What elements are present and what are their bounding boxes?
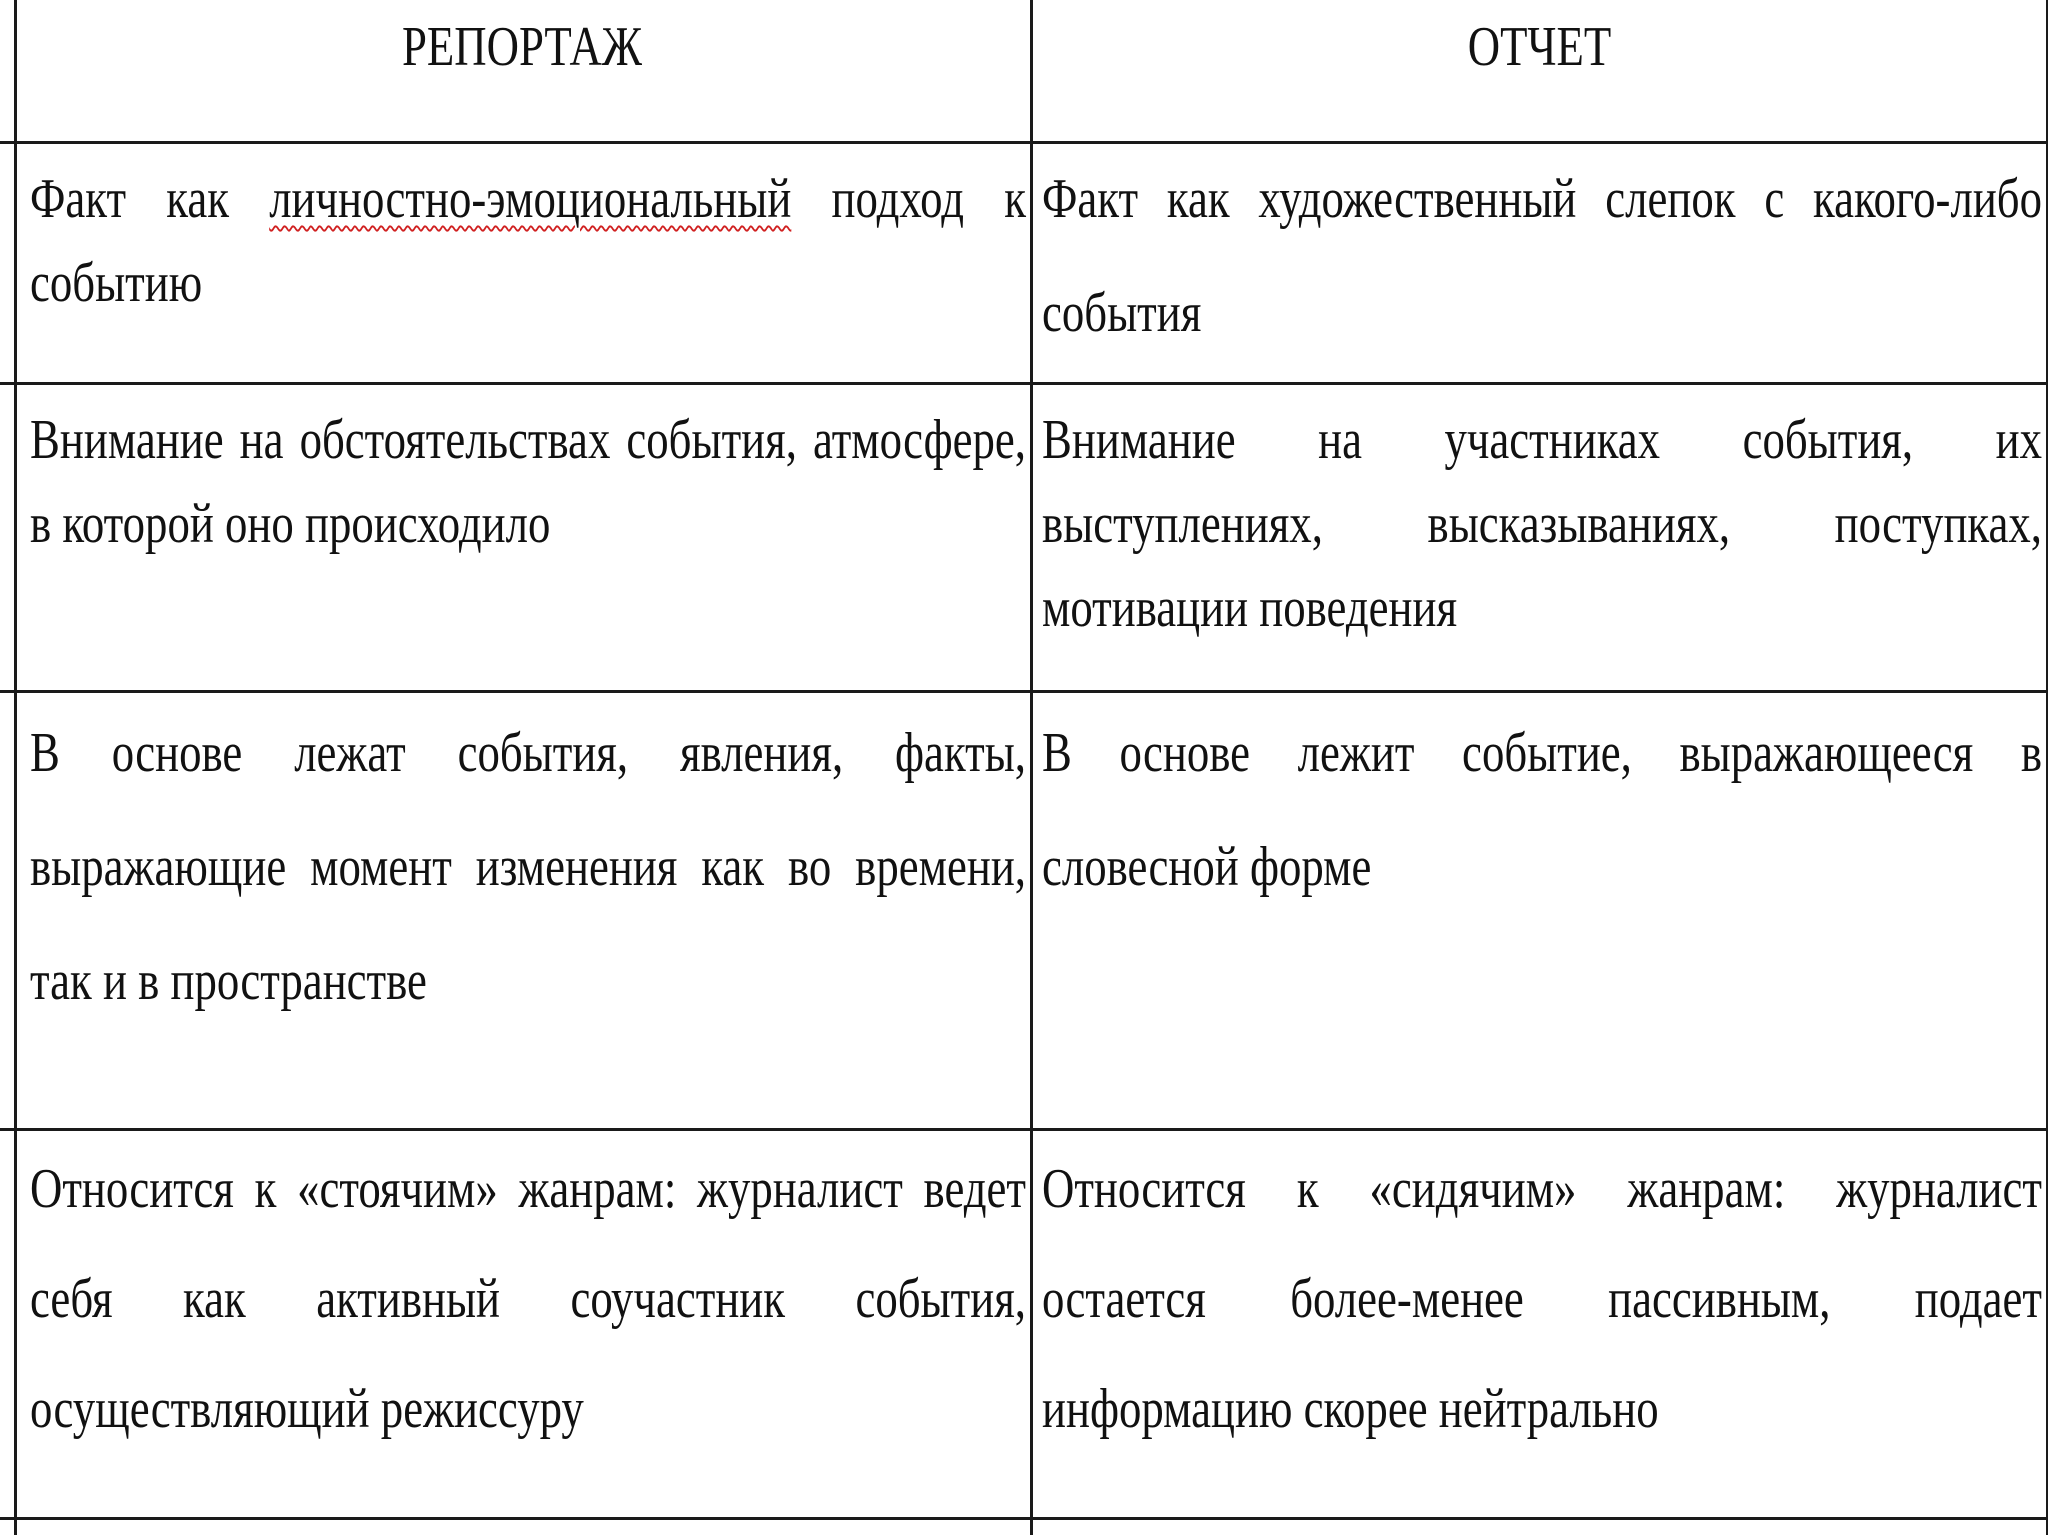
header-reportage: РЕПОРТАЖ [401, 16, 643, 78]
header-report: ОТЧЕТ [1467, 16, 1612, 78]
row-divider [0, 382, 2048, 385]
row-1-left-cell [30, 157, 1026, 325]
row-divider [0, 1517, 2048, 1520]
column-divider [1030, 0, 1033, 1535]
row-2-left-cell: Внимание на обстоятельствах события, атмосфере, в которой оно происходило [30, 409, 1026, 555]
misspelled-word: личностно-эмоциональный [269, 168, 792, 230]
table-border-left [14, 0, 17, 1535]
row-divider [0, 1128, 2048, 1131]
row-divider [0, 690, 2048, 693]
row-3-right-cell: В основе лежит событие, выражающееся в словесной форме [1042, 722, 2042, 898]
row-4-right-cell: Относится к «сидячим» жанрам: журналист остается более-менее пассивным, подает информацию скорее нейтрально [1042, 1158, 2042, 1440]
row-1-left-text-end: подход к событию [30, 168, 1026, 314]
row-1-left-text-start: Факт как [30, 168, 270, 230]
row-3-left-cell: В основе лежат события, явления, факты, выражающие момент изменения как во времени, так и в пространстве [30, 722, 1026, 1012]
row-1-right-cell: Факт как художественный слепок с какого-либо события [1042, 168, 2042, 344]
row-4-left-cell: Относится к «стоячим» жанрам: журналист ведет себя как активный соучастник события, осуществляющий режиссуру [30, 1158, 1026, 1440]
row-2-right-cell: Внимание на участниках события, их выступлениях, высказываниях, поступках, мотивации поведения [1042, 409, 2042, 639]
